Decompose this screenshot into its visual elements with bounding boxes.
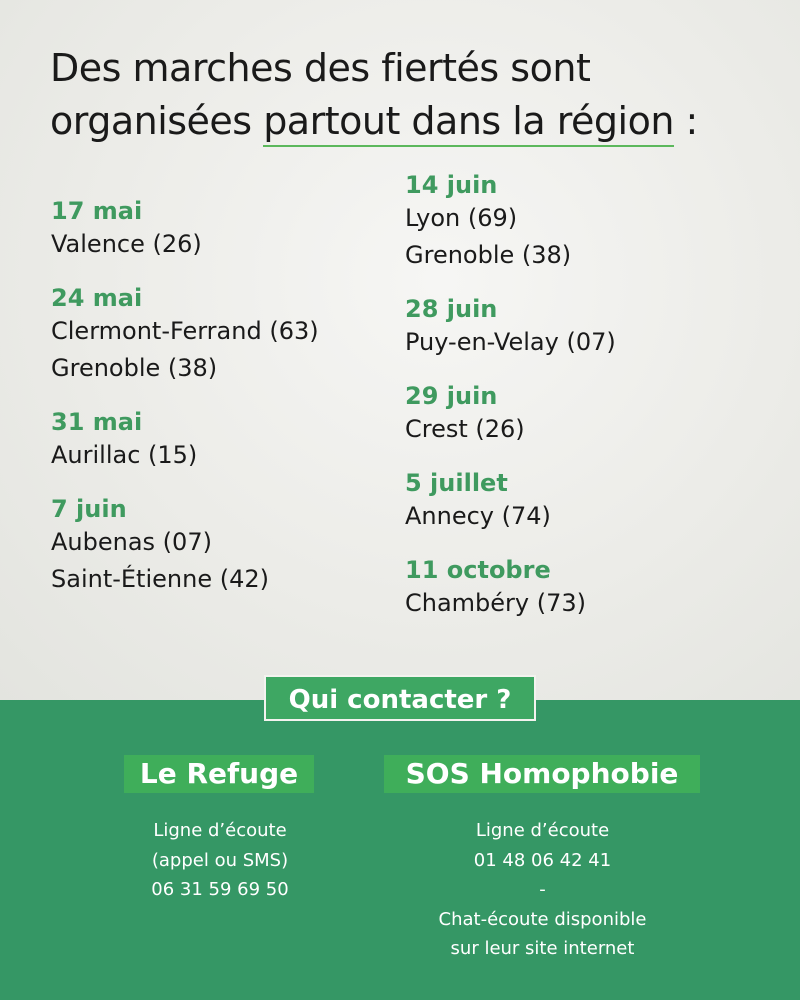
info-line: Ligne d’écoute [475, 820, 610, 841]
info-line: sur leur site internet [450, 938, 635, 959]
event-date: 5 juillet [405, 469, 508, 497]
headline-line-2-pre: organisées [50, 99, 264, 143]
event-city: Clermont-Ferrand (63) [51, 317, 319, 345]
event-date: 29 juin [405, 382, 498, 410]
event-group [51, 196, 391, 263]
info-line: (appel ou SMS) [151, 849, 289, 871]
event-date: 31 mai [51, 408, 143, 436]
info-line: Ligne d’écoute [153, 820, 287, 841]
event-city: Puy-en-Velay (07) [405, 328, 616, 356]
event-date: 24 mai [51, 284, 143, 312]
phone-number: 01 48 06 42 41 [473, 849, 612, 871]
event-city: Chambéry (73) [405, 589, 587, 617]
sos-homophobie-info [400, 816, 685, 964]
events-right-column [405, 170, 765, 642]
headline-highlight: partout dans la région [263, 99, 674, 147]
event-city: Crest (26) [405, 415, 525, 443]
phone-number: 06 31 59 69 50 [151, 879, 289, 900]
headline-line-2 [50, 95, 750, 148]
event-city: Valence (26) [51, 230, 202, 258]
event-date: 11 octobre [405, 556, 551, 584]
le-refuge-info [110, 816, 330, 905]
event-date: 14 juin [405, 171, 498, 199]
event-group [405, 555, 765, 622]
event-group [405, 170, 765, 274]
event-city: Grenoble (38) [51, 354, 218, 382]
separator: - [539, 879, 546, 900]
org-sos-homophobie-badge: SOS Homophobie [384, 755, 700, 793]
headline [50, 42, 750, 148]
event-group [51, 283, 391, 387]
contact-title: Qui contacter ? [264, 675, 536, 721]
event-date: 17 mai [51, 197, 143, 225]
event-date: 28 juin [405, 295, 498, 323]
event-group [51, 407, 391, 474]
event-city: Aurillac (15) [51, 441, 198, 469]
event-group [405, 294, 765, 361]
event-city: Annecy (74) [405, 502, 551, 530]
org-le-refuge-badge: Le Refuge [124, 755, 314, 793]
event-city: Saint-Étienne (42) [51, 565, 269, 593]
event-group [405, 468, 765, 535]
event-city: Grenoble (38) [405, 241, 572, 269]
event-group [405, 381, 765, 448]
event-group [51, 494, 391, 598]
headline-line-2-post: : [673, 99, 698, 143]
events-left-column [51, 196, 391, 618]
info-line: Chat-écoute disponible [438, 908, 647, 930]
headline-line-1: Des marches des fiertés sont [50, 46, 591, 90]
event-city: Lyon (69) [405, 204, 518, 232]
event-city: Aubenas (07) [51, 528, 212, 556]
event-date: 7 juin [51, 495, 127, 523]
